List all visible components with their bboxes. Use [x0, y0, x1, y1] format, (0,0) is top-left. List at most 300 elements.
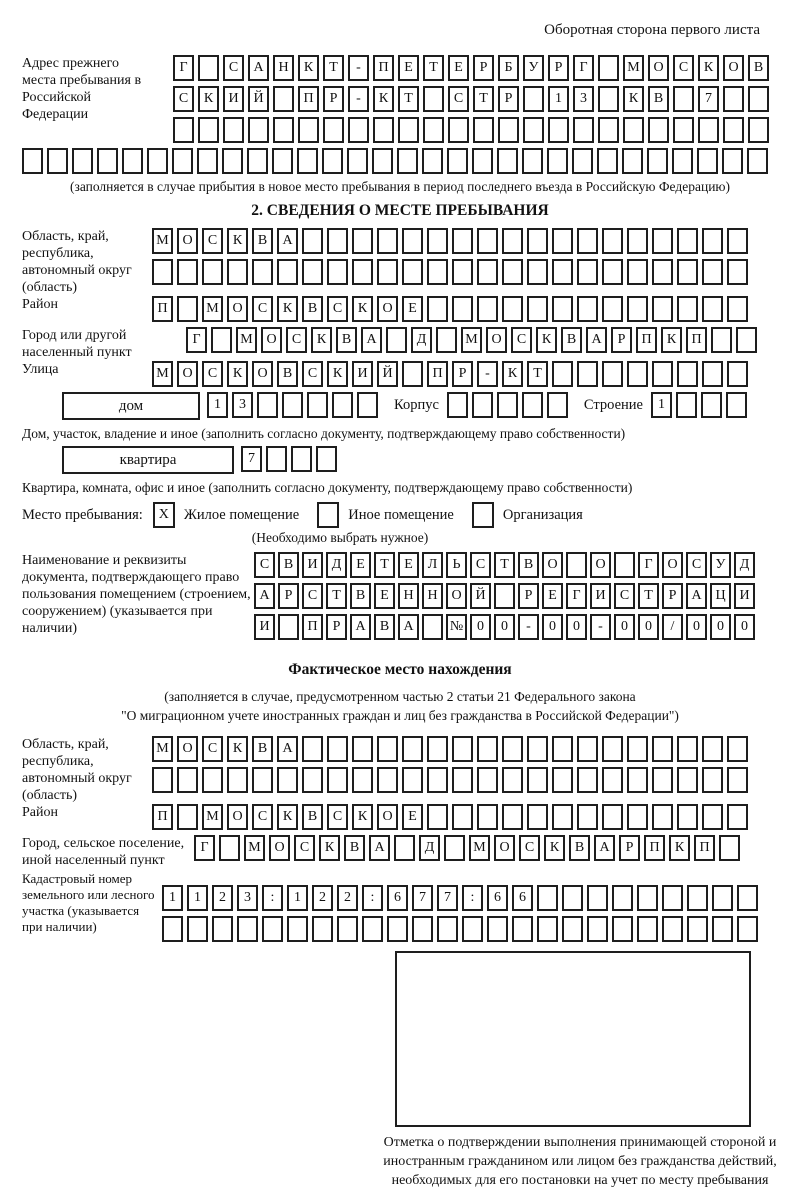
char-cell[interactable]: [552, 296, 573, 322]
char-cell[interactable]: У: [710, 552, 731, 578]
char-cell[interactable]: 0: [470, 614, 491, 640]
char-cell[interactable]: М: [461, 327, 482, 353]
char-cell[interactable]: [427, 296, 448, 322]
char-cell[interactable]: В: [344, 835, 365, 861]
char-cell[interactable]: [477, 804, 498, 830]
char-cell[interactable]: [627, 361, 648, 387]
char-cell[interactable]: [637, 916, 658, 942]
char-cell[interactable]: [202, 767, 223, 793]
char-cell[interactable]: А: [361, 327, 382, 353]
char-cell[interactable]: С: [286, 327, 307, 353]
char-cell[interactable]: [402, 736, 423, 762]
char-cell[interactable]: [273, 86, 294, 112]
char-cell[interactable]: [177, 259, 198, 285]
char-cell[interactable]: [587, 885, 608, 911]
char-cell[interactable]: Б: [498, 55, 519, 81]
char-cell[interactable]: [302, 228, 323, 254]
char-cell[interactable]: [494, 583, 515, 609]
char-cell[interactable]: П: [644, 835, 665, 861]
char-cell[interactable]: [677, 804, 698, 830]
char-cell[interactable]: Т: [398, 86, 419, 112]
char-cell[interactable]: [227, 259, 248, 285]
char-cell[interactable]: К: [298, 55, 319, 81]
char-cell[interactable]: Р: [326, 614, 347, 640]
char-cell[interactable]: [748, 117, 769, 143]
char-cell[interactable]: [297, 148, 318, 174]
char-cell[interactable]: [723, 117, 744, 143]
char-cell[interactable]: [277, 259, 298, 285]
char-cell[interactable]: [672, 148, 693, 174]
char-cell[interactable]: [352, 767, 373, 793]
char-cell[interactable]: [291, 446, 312, 472]
char-cell[interactable]: [702, 804, 723, 830]
char-cell[interactable]: 6: [487, 885, 508, 911]
char-cell[interactable]: Т: [494, 552, 515, 578]
char-cell[interactable]: [397, 148, 418, 174]
char-cell[interactable]: М: [152, 228, 173, 254]
char-cell[interactable]: М: [202, 804, 223, 830]
char-cell[interactable]: Д: [326, 552, 347, 578]
char-cell[interactable]: Д: [419, 835, 440, 861]
char-cell[interactable]: [523, 117, 544, 143]
char-cell[interactable]: О: [227, 804, 248, 830]
char-cell[interactable]: [187, 916, 208, 942]
char-cell[interactable]: [652, 296, 673, 322]
char-cell[interactable]: [252, 767, 273, 793]
char-cell[interactable]: [726, 392, 747, 418]
char-cell[interactable]: С: [327, 296, 348, 322]
char-cell[interactable]: 1: [548, 86, 569, 112]
char-cell[interactable]: [547, 148, 568, 174]
actual-district-cells[interactable]: [152, 804, 752, 830]
char-cell[interactable]: В: [561, 327, 582, 353]
char-cell[interactable]: О: [377, 296, 398, 322]
char-cell[interactable]: В: [518, 552, 539, 578]
char-cell[interactable]: [627, 804, 648, 830]
char-cell[interactable]: [677, 259, 698, 285]
char-cell[interactable]: [377, 259, 398, 285]
house-cells[interactable]: [207, 392, 382, 418]
char-cell[interactable]: С: [173, 86, 194, 112]
char-cell[interactable]: [727, 361, 748, 387]
char-cell[interactable]: С: [254, 552, 275, 578]
char-cell[interactable]: №: [446, 614, 467, 640]
char-cell[interactable]: Р: [278, 583, 299, 609]
char-cell[interactable]: К: [352, 804, 373, 830]
char-cell[interactable]: Г: [186, 327, 207, 353]
char-cell[interactable]: [647, 148, 668, 174]
char-cell[interactable]: [327, 259, 348, 285]
char-cell[interactable]: [698, 117, 719, 143]
char-cell[interactable]: О: [662, 552, 683, 578]
char-cell[interactable]: [677, 296, 698, 322]
char-cell[interactable]: П: [298, 86, 319, 112]
char-cell[interactable]: [266, 446, 287, 472]
char-cell[interactable]: [357, 392, 378, 418]
char-cell[interactable]: [602, 361, 623, 387]
char-cell[interactable]: [702, 361, 723, 387]
char-cell[interactable]: В: [336, 327, 357, 353]
char-cell[interactable]: 7: [241, 446, 262, 472]
char-cell[interactable]: [402, 361, 423, 387]
char-cell[interactable]: [198, 117, 219, 143]
char-cell[interactable]: [427, 767, 448, 793]
char-cell[interactable]: [152, 767, 173, 793]
region-cells-2[interactable]: [152, 259, 752, 285]
char-cell[interactable]: [498, 117, 519, 143]
char-cell[interactable]: А: [277, 736, 298, 762]
char-cell[interactable]: Р: [498, 86, 519, 112]
char-cell[interactable]: [452, 736, 473, 762]
char-cell[interactable]: У: [523, 55, 544, 81]
char-cell[interactable]: [197, 148, 218, 174]
char-cell[interactable]: 3: [232, 392, 253, 418]
korpus-cells[interactable]: [447, 392, 572, 418]
char-cell[interactable]: К: [277, 804, 298, 830]
char-cell[interactable]: Г: [173, 55, 194, 81]
char-cell[interactable]: 1: [651, 392, 672, 418]
char-cell[interactable]: И: [590, 583, 611, 609]
char-cell[interactable]: К: [623, 86, 644, 112]
char-cell[interactable]: П: [427, 361, 448, 387]
char-cell[interactable]: [602, 228, 623, 254]
char-cell[interactable]: [262, 916, 283, 942]
char-cell[interactable]: [444, 835, 465, 861]
char-cell[interactable]: 0: [614, 614, 635, 640]
char-cell[interactable]: [627, 296, 648, 322]
char-cell[interactable]: В: [278, 552, 299, 578]
document-cells-2[interactable]: [254, 583, 758, 609]
char-cell[interactable]: С: [519, 835, 540, 861]
char-cell[interactable]: [527, 804, 548, 830]
char-cell[interactable]: [502, 804, 523, 830]
actual-city-cells[interactable]: [194, 835, 744, 861]
char-cell[interactable]: [472, 148, 493, 174]
char-cell[interactable]: [572, 148, 593, 174]
char-cell[interactable]: [727, 767, 748, 793]
char-cell[interactable]: [448, 117, 469, 143]
char-cell[interactable]: [72, 148, 93, 174]
char-cell[interactable]: [332, 392, 353, 418]
char-cell[interactable]: Т: [323, 55, 344, 81]
char-cell[interactable]: [222, 148, 243, 174]
char-cell[interactable]: [473, 117, 494, 143]
char-cell[interactable]: К: [327, 361, 348, 387]
char-cell[interactable]: М: [236, 327, 257, 353]
char-cell[interactable]: С: [302, 361, 323, 387]
char-cell[interactable]: 1: [162, 885, 183, 911]
char-cell[interactable]: М: [152, 736, 173, 762]
char-cell[interactable]: [723, 86, 744, 112]
char-cell[interactable]: [602, 296, 623, 322]
char-cell[interactable]: [211, 327, 232, 353]
char-cell[interactable]: [614, 552, 635, 578]
char-cell[interactable]: О: [486, 327, 507, 353]
char-cell[interactable]: [573, 117, 594, 143]
char-cell[interactable]: [627, 228, 648, 254]
char-cell[interactable]: [387, 916, 408, 942]
char-cell[interactable]: О: [590, 552, 611, 578]
char-cell[interactable]: -: [518, 614, 539, 640]
char-cell[interactable]: 0: [566, 614, 587, 640]
char-cell[interactable]: О: [542, 552, 563, 578]
char-cell[interactable]: 2: [337, 885, 358, 911]
char-cell[interactable]: [372, 148, 393, 174]
char-cell[interactable]: Л: [422, 552, 443, 578]
char-cell[interactable]: [597, 148, 618, 174]
char-cell[interactable]: /: [662, 614, 683, 640]
char-cell[interactable]: [537, 916, 558, 942]
char-cell[interactable]: [702, 736, 723, 762]
char-cell[interactable]: [302, 259, 323, 285]
char-cell[interactable]: [322, 148, 343, 174]
char-cell[interactable]: [527, 296, 548, 322]
char-cell[interactable]: Т: [527, 361, 548, 387]
char-cell[interactable]: И: [223, 86, 244, 112]
char-cell[interactable]: 3: [237, 885, 258, 911]
char-cell[interactable]: С: [327, 804, 348, 830]
char-cell[interactable]: [312, 916, 333, 942]
char-cell[interactable]: 0: [734, 614, 755, 640]
char-cell[interactable]: [747, 148, 768, 174]
char-cell[interactable]: С: [202, 228, 223, 254]
char-cell[interactable]: В: [350, 583, 371, 609]
char-cell[interactable]: С: [252, 296, 273, 322]
char-cell[interactable]: 0: [494, 614, 515, 640]
char-cell[interactable]: Е: [350, 552, 371, 578]
char-cell[interactable]: [422, 614, 443, 640]
prev-address-row-2[interactable]: [173, 86, 773, 112]
char-cell[interactable]: [577, 736, 598, 762]
char-cell[interactable]: О: [723, 55, 744, 81]
char-cell[interactable]: [577, 804, 598, 830]
char-cell[interactable]: Т: [326, 583, 347, 609]
char-cell[interactable]: М: [152, 361, 173, 387]
char-cell[interactable]: [577, 361, 598, 387]
char-cell[interactable]: [547, 392, 568, 418]
char-cell[interactable]: С: [511, 327, 532, 353]
char-cell[interactable]: [527, 228, 548, 254]
char-cell[interactable]: Е: [402, 804, 423, 830]
char-cell[interactable]: [477, 228, 498, 254]
char-cell[interactable]: Г: [566, 583, 587, 609]
char-cell[interactable]: [548, 117, 569, 143]
char-cell[interactable]: [552, 767, 573, 793]
char-cell[interactable]: [602, 259, 623, 285]
char-cell[interactable]: М: [202, 296, 223, 322]
char-cell[interactable]: [677, 228, 698, 254]
char-cell[interactable]: [348, 117, 369, 143]
char-cell[interactable]: [719, 835, 740, 861]
char-cell[interactable]: [552, 804, 573, 830]
char-cell[interactable]: [602, 804, 623, 830]
char-cell[interactable]: В: [252, 736, 273, 762]
char-cell[interactable]: [602, 767, 623, 793]
char-cell[interactable]: [223, 117, 244, 143]
char-cell[interactable]: [527, 736, 548, 762]
char-cell[interactable]: Р: [619, 835, 640, 861]
char-cell[interactable]: [462, 916, 483, 942]
char-cell[interactable]: Т: [638, 583, 659, 609]
char-cell[interactable]: В: [648, 86, 669, 112]
char-cell[interactable]: [712, 916, 733, 942]
char-cell[interactable]: С: [302, 583, 323, 609]
char-cell[interactable]: К: [311, 327, 332, 353]
char-cell[interactable]: Н: [422, 583, 443, 609]
char-cell[interactable]: О: [177, 736, 198, 762]
char-cell[interactable]: [537, 885, 558, 911]
char-cell[interactable]: -: [348, 86, 369, 112]
char-cell[interactable]: С: [294, 835, 315, 861]
char-cell[interactable]: К: [319, 835, 340, 861]
street-cells[interactable]: [152, 361, 752, 387]
char-cell[interactable]: [598, 117, 619, 143]
char-cell[interactable]: [172, 148, 193, 174]
char-cell[interactable]: [676, 392, 697, 418]
prev-address-row-1[interactable]: [173, 55, 773, 81]
document-cells-1[interactable]: [254, 552, 758, 578]
char-cell[interactable]: [711, 327, 732, 353]
char-cell[interactable]: [177, 804, 198, 830]
char-cell[interactable]: [648, 117, 669, 143]
char-cell[interactable]: [257, 392, 278, 418]
char-cell[interactable]: [282, 392, 303, 418]
char-cell[interactable]: [147, 148, 168, 174]
char-cell[interactable]: А: [586, 327, 607, 353]
char-cell[interactable]: [402, 259, 423, 285]
char-cell[interactable]: Г: [194, 835, 215, 861]
char-cell[interactable]: [502, 296, 523, 322]
char-cell[interactable]: [302, 767, 323, 793]
char-cell[interactable]: [673, 117, 694, 143]
char-cell[interactable]: К: [502, 361, 523, 387]
char-cell[interactable]: [522, 148, 543, 174]
char-cell[interactable]: Г: [573, 55, 594, 81]
char-cell[interactable]: [627, 259, 648, 285]
char-cell[interactable]: [652, 228, 673, 254]
char-cell[interactable]: К: [227, 361, 248, 387]
char-cell[interactable]: [427, 804, 448, 830]
char-cell[interactable]: Ь: [446, 552, 467, 578]
char-cell[interactable]: К: [227, 736, 248, 762]
char-cell[interactable]: [316, 446, 337, 472]
char-cell[interactable]: [122, 148, 143, 174]
char-cell[interactable]: П: [302, 614, 323, 640]
char-cell[interactable]: [97, 148, 118, 174]
char-cell[interactable]: [202, 259, 223, 285]
char-cell[interactable]: [566, 552, 587, 578]
char-cell[interactable]: [212, 916, 233, 942]
char-cell[interactable]: [673, 86, 694, 112]
char-cell[interactable]: [602, 736, 623, 762]
char-cell[interactable]: Н: [273, 55, 294, 81]
char-cell[interactable]: Т: [423, 55, 444, 81]
char-cell[interactable]: К: [277, 296, 298, 322]
char-cell[interactable]: [552, 361, 573, 387]
char-cell[interactable]: С: [686, 552, 707, 578]
char-cell[interactable]: [677, 736, 698, 762]
char-cell[interactable]: [497, 392, 518, 418]
char-cell[interactable]: [652, 259, 673, 285]
char-cell[interactable]: [323, 117, 344, 143]
char-cell[interactable]: [487, 916, 508, 942]
char-cell[interactable]: [598, 55, 619, 81]
char-cell[interactable]: [237, 916, 258, 942]
char-cell[interactable]: [587, 916, 608, 942]
char-cell[interactable]: [612, 916, 633, 942]
char-cell[interactable]: Р: [518, 583, 539, 609]
apartment-cells[interactable]: [241, 446, 341, 472]
char-cell[interactable]: [452, 767, 473, 793]
char-cell[interactable]: [447, 392, 468, 418]
char-cell[interactable]: [748, 86, 769, 112]
char-cell[interactable]: [287, 916, 308, 942]
char-cell[interactable]: [377, 228, 398, 254]
char-cell[interactable]: 6: [387, 885, 408, 911]
char-cell[interactable]: [527, 767, 548, 793]
char-cell[interactable]: Й: [377, 361, 398, 387]
district-cells[interactable]: [152, 296, 752, 322]
char-cell[interactable]: [562, 885, 583, 911]
char-cell[interactable]: [652, 361, 673, 387]
char-cell[interactable]: [177, 296, 198, 322]
char-cell[interactable]: К: [373, 86, 394, 112]
char-cell[interactable]: [362, 916, 383, 942]
char-cell[interactable]: [352, 228, 373, 254]
char-cell[interactable]: [427, 228, 448, 254]
char-cell[interactable]: [327, 767, 348, 793]
char-cell[interactable]: Е: [542, 583, 563, 609]
char-cell[interactable]: [502, 259, 523, 285]
char-cell[interactable]: -: [348, 55, 369, 81]
prev-address-row-3[interactable]: [173, 117, 773, 143]
char-cell[interactable]: [273, 117, 294, 143]
char-cell[interactable]: [502, 228, 523, 254]
char-cell[interactable]: [687, 916, 708, 942]
stroenie-cells[interactable]: [651, 392, 751, 418]
char-cell[interactable]: [702, 259, 723, 285]
char-cell[interactable]: [227, 767, 248, 793]
char-cell[interactable]: [247, 148, 268, 174]
char-cell[interactable]: П: [686, 327, 707, 353]
char-cell[interactable]: -: [477, 361, 498, 387]
char-cell[interactable]: [627, 767, 648, 793]
char-cell[interactable]: О: [494, 835, 515, 861]
char-cell[interactable]: [477, 767, 498, 793]
char-cell[interactable]: 2: [312, 885, 333, 911]
char-cell[interactable]: Р: [323, 86, 344, 112]
char-cell[interactable]: [373, 117, 394, 143]
char-cell[interactable]: 2: [212, 885, 233, 911]
char-cell[interactable]: К: [698, 55, 719, 81]
char-cell[interactable]: [352, 259, 373, 285]
char-cell[interactable]: [552, 736, 573, 762]
char-cell[interactable]: :: [362, 885, 383, 911]
char-cell[interactable]: Е: [398, 552, 419, 578]
char-cell[interactable]: О: [227, 296, 248, 322]
cadastral-cells-2[interactable]: [162, 916, 762, 942]
char-cell[interactable]: [662, 885, 683, 911]
char-cell[interactable]: [477, 296, 498, 322]
char-cell[interactable]: [727, 259, 748, 285]
cadastral-cells-1[interactable]: [162, 885, 762, 911]
char-cell[interactable]: В: [277, 361, 298, 387]
char-cell[interactable]: [402, 767, 423, 793]
char-cell[interactable]: К: [661, 327, 682, 353]
char-cell[interactable]: [502, 736, 523, 762]
char-cell[interactable]: П: [373, 55, 394, 81]
char-cell[interactable]: В: [252, 228, 273, 254]
